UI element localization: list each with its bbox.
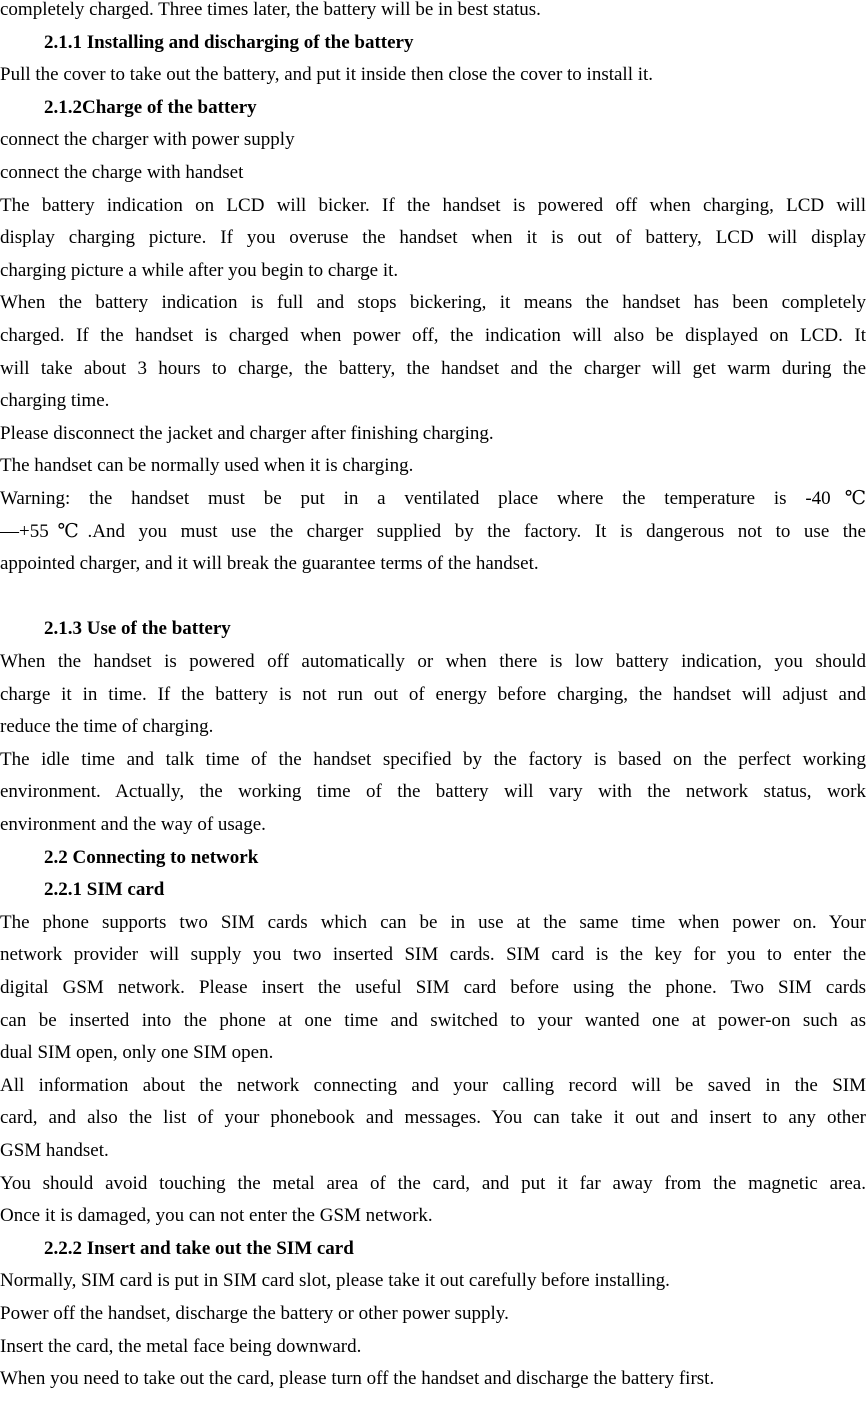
body-line: Power off the handset, discharge the battery or other power supply. xyxy=(0,1303,509,1324)
body-line: connect the charge with handset xyxy=(0,162,244,183)
body-line: The battery indication on LCD will bicker. If the handset is powered off when charging, LCD will xyxy=(0,194,866,216)
body-line: environment and the way of usage. xyxy=(0,814,266,835)
body-line: charge it in time. If the battery is not run out of energy before charging, the handset will adjust and xyxy=(0,683,866,705)
body-line: When you need to take out the card, please turn off the handset and discharge the battery first. xyxy=(0,1368,715,1390)
body-line: Pull the cover to take out the battery, and put it inside then close the cover to install it. xyxy=(0,64,654,86)
section-heading: 2.2.2 Insert and take out the SIM card xyxy=(44,1237,354,1259)
body-line: will take about 3 hours to charge, the battery, the handset and the charger will get warm during the xyxy=(0,357,866,379)
body-line: digital GSM network. Please insert the useful SIM card before using the phone. Two SIM cards xyxy=(0,977,866,998)
body-line: can be inserted into the phone at one time and switched to your wanted one at power-on such as xyxy=(0,1009,866,1031)
section-heading: 2.2 Connecting to network xyxy=(44,846,259,868)
body-line: When the handset is powered off automatically or when there is low battery indication, you should xyxy=(0,651,866,672)
body-line: network provider will supply you two inserted SIM cards. SIM card is the key for you to enter the xyxy=(0,944,866,966)
body-line: connect the charger with power supply xyxy=(0,129,295,151)
section-heading: 2.1.1 Installing and discharging of the battery xyxy=(44,31,414,53)
body-line: charging picture a while after you begin to charge it. xyxy=(0,259,399,281)
body-line: Insert the card, the metal face being downward. xyxy=(0,1335,362,1357)
body-line: The handset can be normally used when it is charging. xyxy=(0,455,414,477)
body-line: Warning: the handset must be put in a ventilated place where the temperature is -40℃ xyxy=(0,488,866,509)
section-heading: 2.1.2Charge of the battery xyxy=(44,96,257,118)
body-line: charged. If the handset is charged when power off, the indication will also be displayed on LCD. It xyxy=(0,325,866,346)
section-heading: 2.2.1 SIM card xyxy=(44,879,165,901)
body-line: card, and also the list of your phonebook and messages. You can take it out and insert to any other xyxy=(0,1107,866,1129)
body-line: dual SIM open, only one SIM open. xyxy=(0,1042,274,1064)
body-line: Once it is damaged, you can not enter the GSM network. xyxy=(0,1205,433,1227)
body-line: charging time. xyxy=(0,390,110,412)
body-line: display charging picture. If you overuse the handset when it is out of battery, LCD will display xyxy=(0,227,866,249)
body-line: appointed charger, and it will break the guarantee terms of the handset. xyxy=(0,553,539,575)
body-line: reduce the time of charging. xyxy=(0,716,214,738)
body-line: Please disconnect the jacket and charger after finishing charging. xyxy=(0,422,494,444)
body-line: When the battery indication is full and stops bickering, it means the handset has been completely xyxy=(0,292,866,314)
body-line: GSM handset. xyxy=(0,1140,109,1161)
body-line: All information about the network connecting and your calling record will be saved in the SIM xyxy=(0,1074,866,1096)
body-line: The phone supports two SIM cards which can be in use at the same time when power on. Your xyxy=(0,911,866,933)
body-line: The idle time and talk time of the handset specified by the factory is based on the perfect working xyxy=(0,748,866,770)
body-line: —+55℃.And you must use the charger supplied by the factory. It is dangerous not to use the xyxy=(0,520,866,542)
body-line: completely charged. Three times later, the battery will be in best status. xyxy=(0,0,541,20)
body-line: environment. Actually, the working time of the battery will vary with the network status, work xyxy=(0,781,866,803)
section-heading: 2.1.3 Use of the battery xyxy=(44,618,231,640)
body-line: Normally, SIM card is put in SIM card slot, please take it out carefully before installing. xyxy=(0,1270,670,1292)
body-line: You should avoid touching the metal area of the card, and put it far away from the magnetic area. xyxy=(0,1172,866,1194)
